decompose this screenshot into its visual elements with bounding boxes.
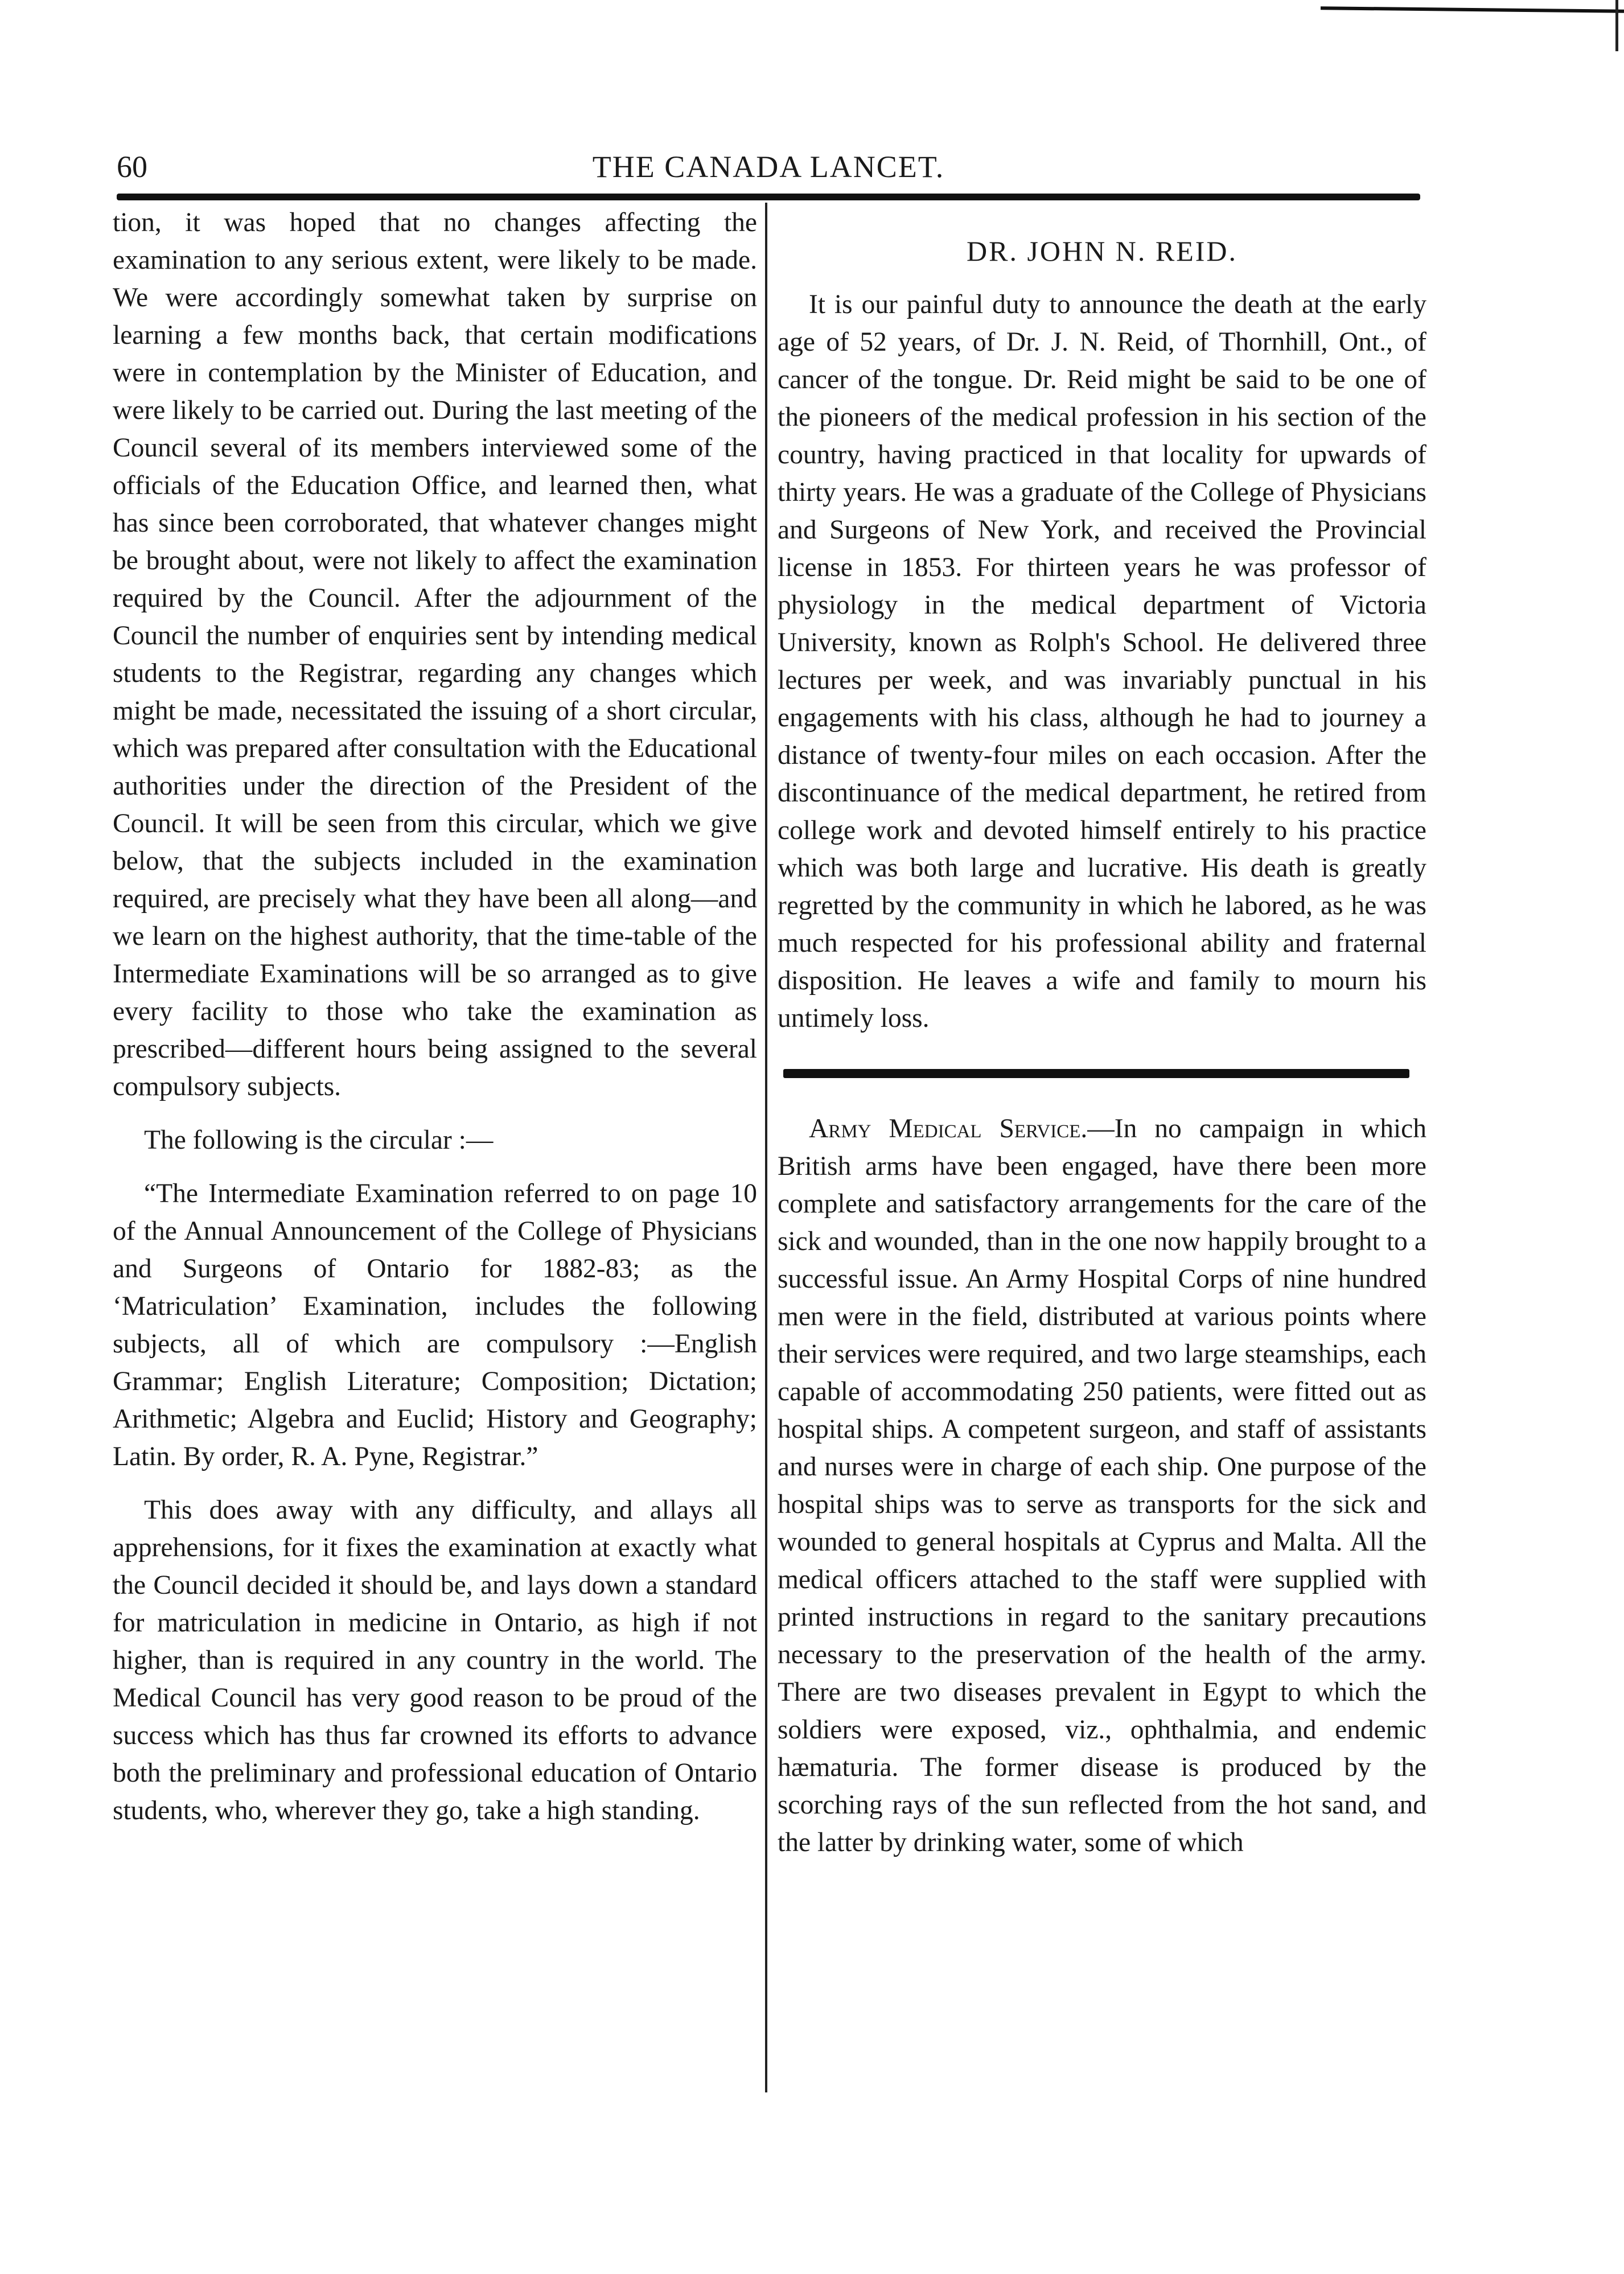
- header-rule: [117, 194, 1420, 200]
- scan-edge-mark: [1615, 0, 1618, 51]
- page-header: [114, 149, 1423, 189]
- circular-quote: “The Intermediate Examination referred to on page 10 of the Annual Announcement of the College of Physicians and Surgeons of Ontario for 1882-83; as the ‘Matriculation’ Examination, includes the following subjects, all of which are compulsory :—English Grammar; English Literature; Composition; Dictation; Arithmetic; Algebra and Euclid; History and Geography; Latin. By order, R. A. Pyne, Registrar.”: [113, 1179, 757, 1471]
- council-paragraph: tion, it was hoped that no changes affecting the examination to any serious extent, were likely to be made. We were accordingly somewhat taken by surprise on learning a few months back, that certain modifications were in contemplation by the Minister of Education, and were likely to be carried out. During the last meeting of the Council several of its members interviewed some of the officials of the Education Office, and learned then, what has since been corroborated, that whatever changes might be brought about, were not likely to affect the examination required by the Council. After the adjournment of the Council the number of enquiries sent by intending medical students to the Registrar, regarding any changes which might be made, necessitated the issuing of a short circular, which was prepared after consultation with the Educational authorities under the direction of the President of the Council. It will be seen from this circular, which we give below, that the subjects included in the examination required, are precisely what they have been all along—and we learn on the highest authority, that the time-table of the Intermediate Examinations will be so arranged as to give every facility to those who take the examination as prescribed—different hours being assigned to the several compulsory subjects.: [113, 208, 757, 1101]
- right-column: [778, 232, 1426, 1861]
- page-number: 60: [117, 150, 147, 184]
- circular-intro: The following is the circular :—: [144, 1125, 494, 1155]
- obituary-title: DR. JOHN N. REID.: [967, 235, 1237, 267]
- closing-paragraph: This does away with any difficulty, and allays all apprehensions, for it fixes the examination at exactly what the Council decided it should be, and lays down a standard for matriculation in medicine in Ontario, as high if not higher, than is required in any country in the world. The Medical Council has very good reason to be proud of the success which has thus far crowned its efforts to advance both the preliminary and professional education of Ontario students, who, wherever they go, take a high standing.: [113, 1495, 757, 1825]
- obituary-text: It is our painful duty to announce the death at the early age of 52 years, of Dr. J. N. Reid, of Thornhill, Ont., of cancer of the tongue. Dr. Reid might be said to be one of the pioneers of the medical profession in his section of the country, having practiced in that locality for upwards of thirty years. He was a graduate of the College of Physicians and Surgeons of New York, and received the Provincial license in 1853. For thirteen years he was professor of physiology in the medical department of Victoria University, known as Rolph's School. He delivered three lectures per week, and was invariably punctual in his engagements with his class, although he had to journey a distance of twenty-four miles on each occasion. After the discontinuance of the medical department, he retired from college work and devoted himself entirely to his practice which was both large and lucrative. His death is greatly regretted by the community in which he labored, as he was much respected for his professional ability and fraternal disposition. He leaves a wife and family to mourn his untimely loss.: [778, 290, 1426, 1033]
- army-heading: Army Medical Service.: [809, 1114, 1088, 1144]
- left-column: [113, 204, 757, 1829]
- column-divider: [765, 203, 767, 2092]
- army-text: —In no campaign in which British arms have been engaged, have there been more complete and satisfactory arrangements for the care of the sick and wounded, than in the one now happily brought to a successful issue. An Army Hospital Corps of nine hundred men were in the field, distributed at various points where their services were required, and two large steamships, each capable of accommodating 250 patients, were fitted out as hospital ships. A competent surgeon, and staff of assistants and nurses were in charge of each ship. One purpose of the hospital ships was to serve as transports for the sick and wounded to general hospitals at Cyprus and Malta. All the medical officers attached to the staff were supplied with printed instructions in regard to the sanitary precautions necessary to the preservation of the health of the army. There are two diseases prevalent in Egypt to which the soldiers were exposed, viz., ophthalmia, and endemic hæmaturia. The former disease is produced by the scorching rays of the sun reflected from the hot sand, and the latter by drinking water, some of which: [778, 1114, 1426, 1857]
- army-medical-service-paragraph: [778, 1110, 1426, 1861]
- running-head: THE CANADA LANCET.: [592, 150, 945, 184]
- scan-edge-line: [1321, 6, 1624, 13]
- section-rule: [783, 1069, 1409, 1078]
